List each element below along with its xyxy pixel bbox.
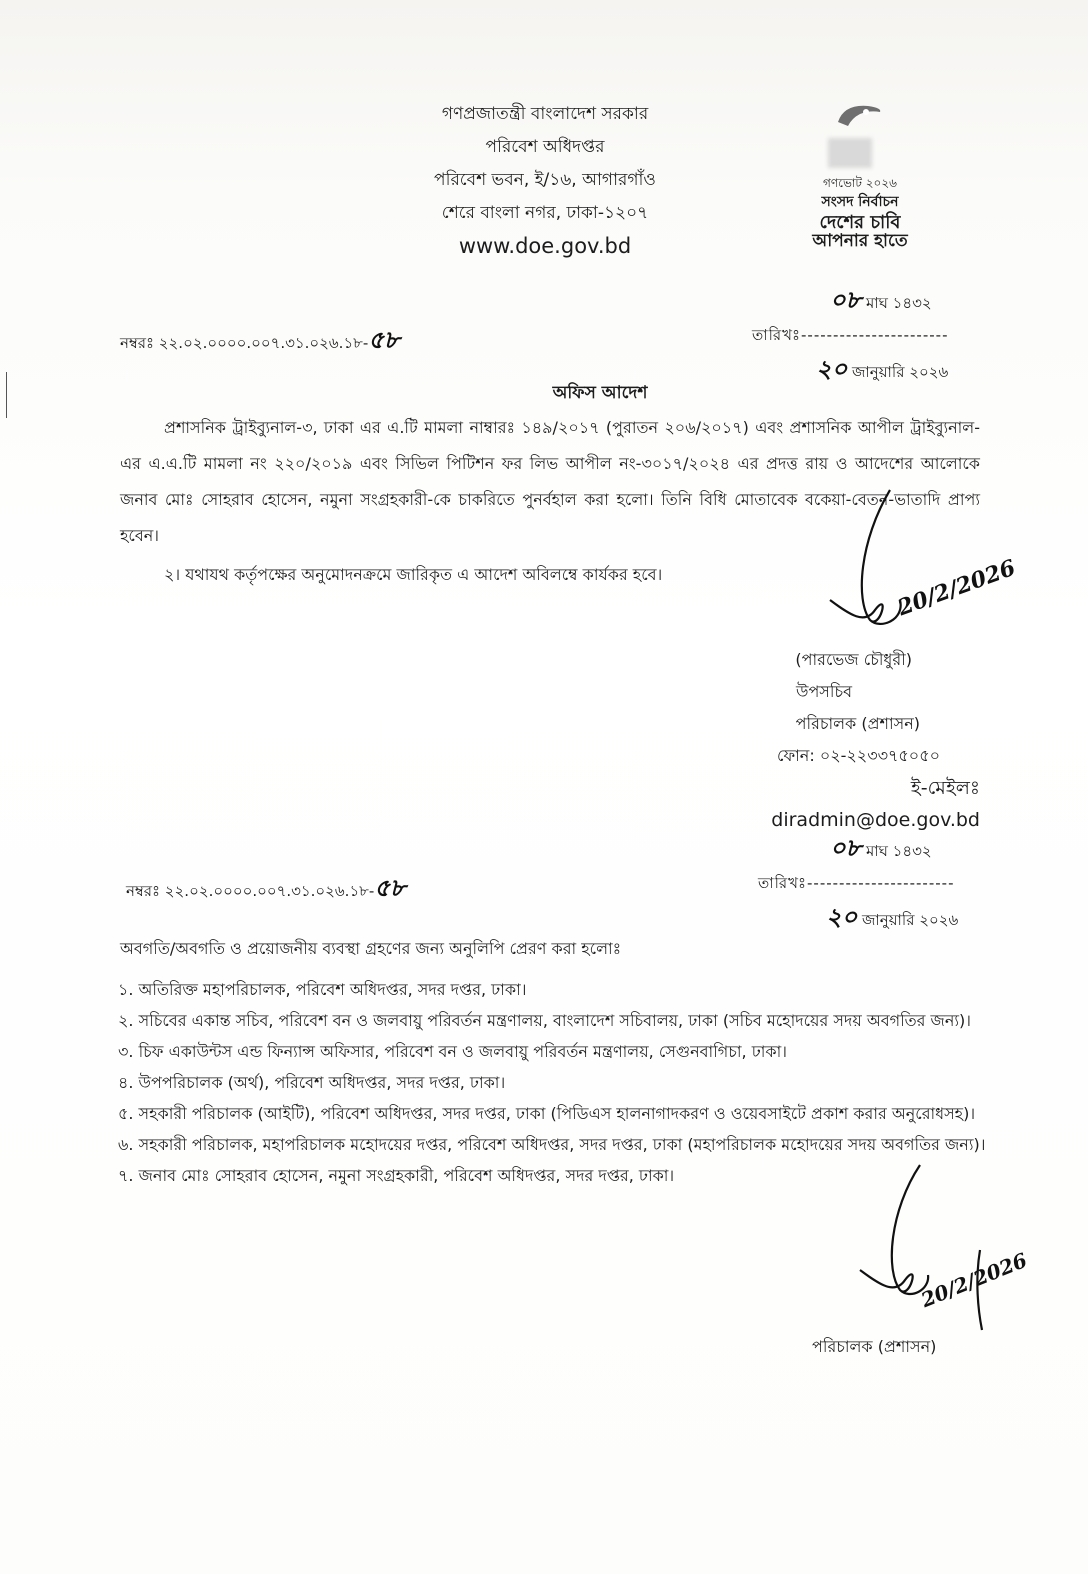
signatory-name: (পারভেজ চৌধুরী) bbox=[795, 650, 912, 669]
logo-text-referendum: গণভোট ২০২৬ bbox=[823, 176, 897, 190]
recipient-item: ৬. সহকারী পরিচালক, মহাপরিচালক মহোদয়ের দপ্তর, পরিবেশ অধিদপ্তর, সদর দপ্তর, ঢাকা (মহাপরিচালক মহোদয়ের সদয় অবগতির জন্য)। bbox=[118, 1135, 986, 1154]
bangla-date-handwritten-2: ০৮ bbox=[830, 833, 862, 862]
date-label-2: তারিখঃ----------------------- bbox=[758, 874, 955, 892]
signatory-office: পরিচালক (প্রশাসন) bbox=[795, 714, 920, 733]
recipient-item: ১. অতিরিক্ত মহাপরিচালক, পরিবেশ অধিদপ্তর, সদর দপ্তর, ঢাকা। bbox=[118, 980, 527, 999]
order-paragraph-2: ২। যথাযথ কর্তৃপক্ষের অনুমোদনক্রমে জারিকৃত এ আদেশ অবিলম্বে কার্যকর হবে। bbox=[164, 565, 663, 584]
logo-text-election: সংসদ নির্বাচন bbox=[821, 194, 899, 210]
city-line: শেরে বাংলা নগর, ঢাকা-১২০৭ bbox=[441, 203, 649, 223]
signature-date-1: 20/2/2026 bbox=[894, 554, 1019, 622]
recipient-item: ৩. চিফ একাউন্টস এন্ড ফিন্যান্স অফিসার, পরিবেশ বন ও জলবায়ু পরিবর্তন মন্ত্রণালয়, সেগুনবাগিচা, ঢাকা। bbox=[118, 1042, 787, 1061]
signatory-block bbox=[700, 644, 980, 836]
english-date-handwritten-2: ২০ bbox=[826, 902, 858, 931]
department-name: পরিবেশ অধিদপ্তর bbox=[485, 137, 605, 157]
copy-intro: অবগতি/অবগতি ও প্রয়োজনীয় ব্যবস্থা গ্রহণের জন্য অনুলিপি প্রেরণ করা হলোঃ bbox=[120, 939, 622, 958]
date-block-2 bbox=[758, 830, 998, 939]
memo-number-handwritten: ৫৮ bbox=[368, 325, 400, 354]
signatory-designation: উপসচিব bbox=[795, 682, 852, 701]
signatory-email[interactable]: ই-মেইলঃ diradmin@doe.gov.bd bbox=[771, 777, 980, 831]
recipient-item: ২. সচিবের একান্ত সচিব, পরিবেশ বন ও জলবায়ু পরিবর্তন মন্ত্রণালয়, বাংলাদেশ সচিবালয়, ঢাকা (সচিব মহোদয়ের সদয় অবগতির জন্য)। bbox=[118, 1011, 972, 1030]
bangla-date-print-2: মাঘ ১৪৩২ bbox=[865, 842, 932, 860]
signatory-phone: ফোন: ০২-২২৩৩৭৫০৫০ bbox=[776, 746, 940, 765]
memo-number-text: নম্বরঃ ২২.০২.০০০০.০০৭.৩১.০২৬.১৮- bbox=[120, 334, 369, 352]
recipient-item: ৪. উপপরিচালক (অর্থ), পরিবেশ অধিদপ্তর, সদর দপ্তর, ঢাকা। bbox=[118, 1073, 506, 1092]
website-link[interactable]: www.doe.gov.bd bbox=[458, 234, 632, 258]
english-date-handwritten: ২০ bbox=[816, 354, 848, 383]
memo-number-2 bbox=[126, 870, 405, 910]
date-block-1 bbox=[752, 282, 992, 391]
order-paragraph: প্রশাসনিক ট্রাইব্যুনাল-৩, ঢাকা এর এ.টি মামলা নাম্বারঃ ১৪৯/২০১৭ (পুরাতন ২০৬/২০১৭) এবং প্রশাসনিক আপীল ট্রাইব্যুনাল-এর এ.এ.টি মামলা নং ২২০/২০১৯ এবং সিভিল পিটিশন ফর লিভ আপীল নং-৩০১৭/২০২৪ এর প্রদত্ত রায় ও আদেশের আলোকে জনাব মোঃ সোহরাব হোসেন, নমুনা সংগ্রহকারী-কে চাকরিতে পুনর্বহাল করা হলো। তিনি বিধি মোতাবেক বকেয়া-বেতন-ভাতাদি প্রাপ্য হবেন। bbox=[120, 418, 980, 545]
election-logo bbox=[790, 100, 930, 250]
office-order-title: অফিস আদেশ bbox=[552, 383, 648, 403]
government-name: গণপ্রজাতন্ত্রী বাংলাদেশ সরকার bbox=[441, 104, 649, 124]
memo-number-handwritten-2: ৫৮ bbox=[374, 873, 406, 902]
signature-2 bbox=[840, 1160, 1040, 1340]
bangla-date-print: মাঘ ১৪৩২ bbox=[865, 294, 932, 312]
bangla-date-handwritten: ০৮ bbox=[830, 285, 862, 314]
scan-edge-mark bbox=[0, 372, 7, 418]
logo-text-slogan-2: আপনার হাতে bbox=[812, 231, 908, 251]
letterhead bbox=[300, 98, 790, 263]
address-line: পরিবেশ ভবন, ই/১৬, আগারগাঁও bbox=[434, 170, 656, 190]
logo-text-slogan-1: দেশের চাবি bbox=[819, 212, 901, 233]
memo-number-text-2: নম্বরঃ ২২.০২.০০০০.০০৭.৩১.০২৬.১৮- bbox=[126, 882, 375, 900]
date-label: তারিখঃ----------------------- bbox=[752, 326, 949, 344]
english-date-print-2: জানুয়ারি ২০২৬ bbox=[862, 911, 959, 929]
recipient-item: ৭. জনাব মোঃ সোহরাব হোসেন, নমুনা সংগ্রহকারী, পরিবেশ অধিদপ্তর, সদর দপ্তর, ঢাকা। bbox=[118, 1166, 675, 1185]
signatory-office-2: পরিচালক (প্রশাসন) bbox=[812, 1337, 937, 1356]
logo-blur-mark bbox=[828, 138, 872, 168]
signature-date-2: 20/2/2026 bbox=[917, 1247, 1031, 1313]
english-date-print: জানুয়ারি ২০২৬ bbox=[852, 363, 949, 381]
recipient-item: ৫. সহকারী পরিচালক (আইটি), পরিবেশ অধিদপ্তর, সদর দপ্তর, ঢাকা (পিডিএস হালনাগাদকরণ ও ওয়েবসাইটে প্রকাশ করার অনুরোধসহ)। bbox=[118, 1104, 976, 1123]
key-logo-icon bbox=[830, 100, 890, 130]
memo-number-1 bbox=[120, 322, 399, 362]
